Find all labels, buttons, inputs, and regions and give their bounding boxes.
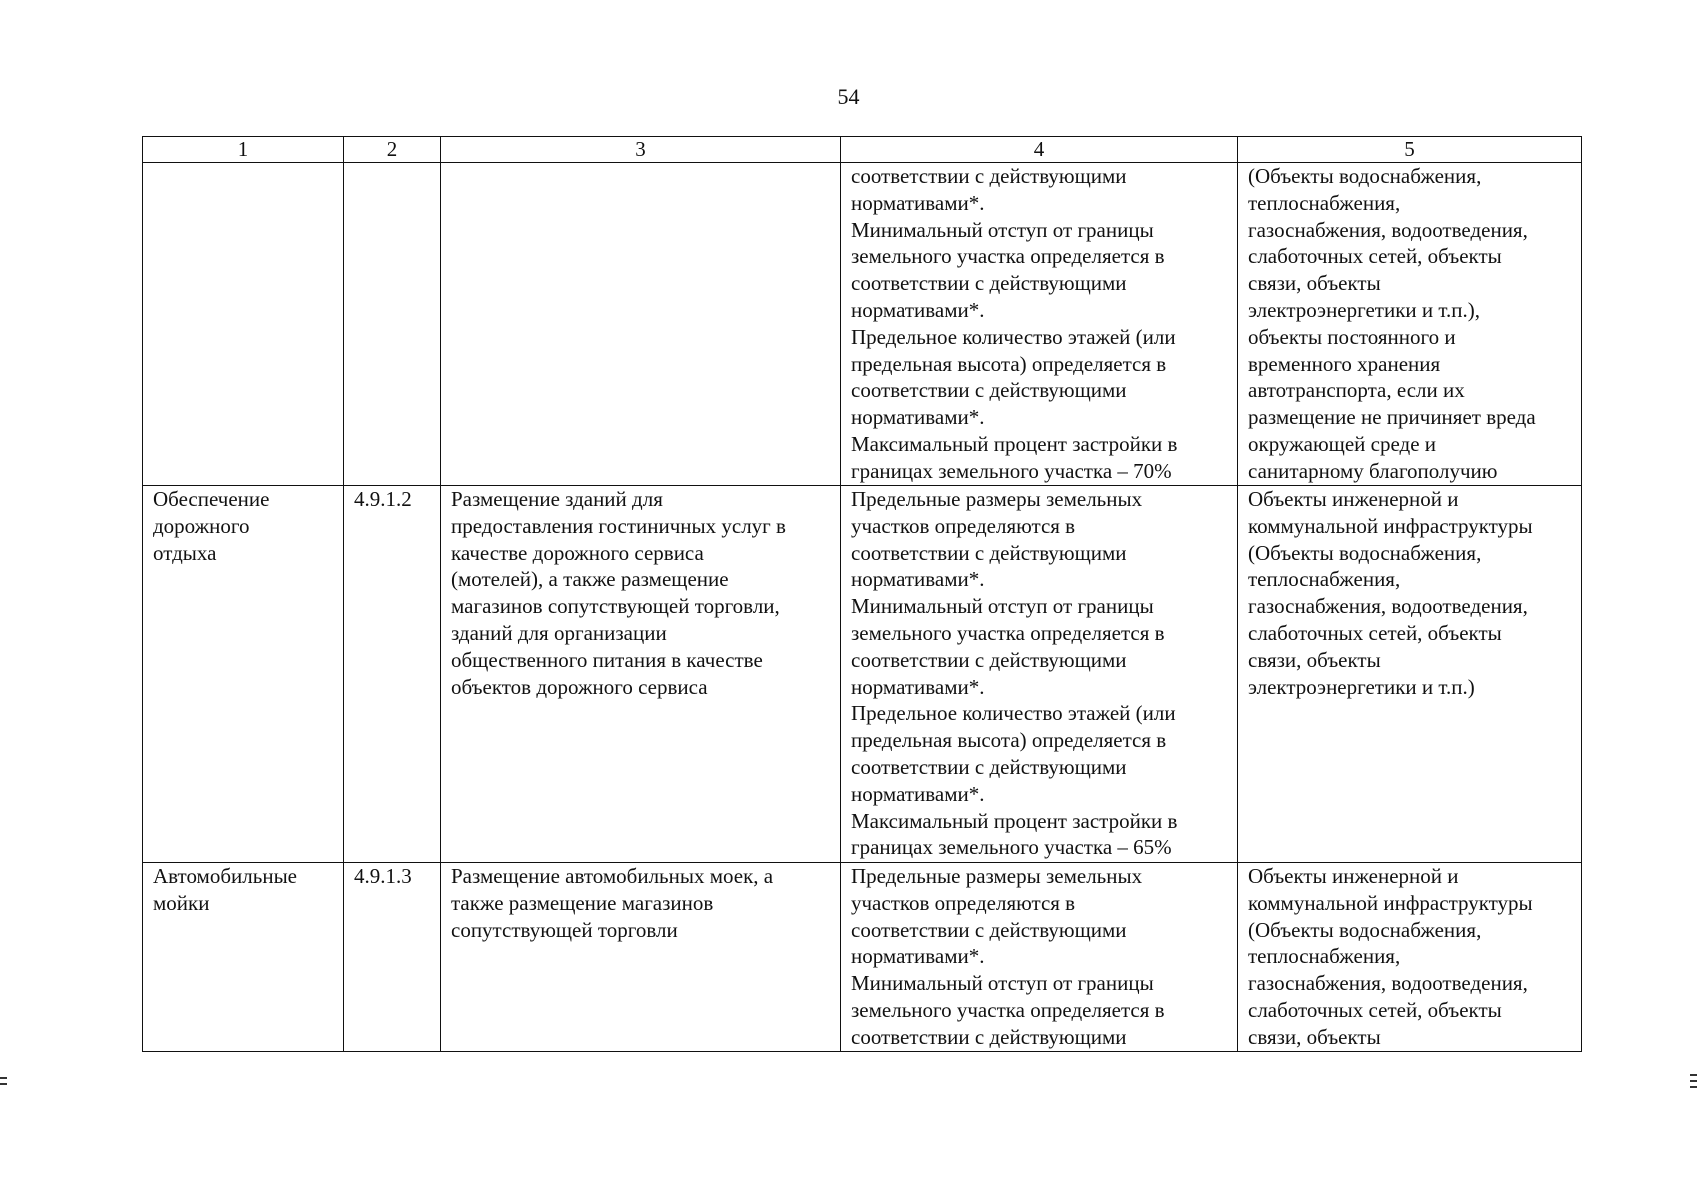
table-row-road-rest [143,486,1582,863]
cell-use-description [441,163,841,486]
page-number: 54 [837,84,860,109]
column-header-4: 4 [841,137,1238,163]
column-header-2: 2 [344,137,441,163]
cell-parameters: Предельные размеры земельных участков определяются в соответствии с действующими нормативами*. Минимальный отступ от границы земельного участка определяется в соответствии с действующими нормативами*. Предельное количество этажей (или предельная высота) определяется в соответствии с действующими нормативами*. Максимальный процент застройки в границах земельного участка – 65% [841,486,1238,863]
cell-use-name: Обеспечение дорожного отдыха [143,486,344,863]
right-margin-mark [1690,1086,1697,1088]
cell-use-code: 4.9.1.3 [344,863,441,1052]
table-row-continuation [143,163,1582,486]
zoning-table [142,136,1582,1052]
cell-use-name [143,163,344,486]
right-margin-mark [1690,1080,1697,1082]
cell-use-code: 4.9.1.2 [344,486,441,863]
header-row [143,137,1582,163]
cell-auxiliary-uses: Объекты инженерной и коммунальной инфраструктуры (Объекты водоснабжения, теплоснабжения, газоснабжения, водоотведения, слаботочных сетей, объекты связи, объекты [1238,863,1582,1052]
left-margin-mark [0,1083,7,1085]
left-margin-mark [0,1077,7,1079]
cell-parameters: соответствии с действующими нормативами*. Минимальный отступ от границы земельного участка определяется в соответствии с действующими нормативами*. Предельное количество этажей (или предельная высота) определяется в соответствии с действующими нормативами*. Максимальный процент застройки в границах земельного участка – 70% [841,163,1238,486]
cell-auxiliary-uses: (Объекты водоснабжения, теплоснабжения, газоснабжения, водоотведения, слаботочных сетей, объекты связи, объекты электроэнергетики и т.п.), объекты постоянного и временного хранения автотранспорта, если их размещение не причиняет вреда окружающей среде и санитарному благополучию [1238,163,1582,486]
cell-parameters: Предельные размеры земельных участков определяются в соответствии с действующими нормативами*. Минимальный отступ от границы земельного участка определяется в соответствии с действующими [841,863,1238,1052]
column-header-5: 5 [1238,137,1582,163]
column-header-3: 3 [441,137,841,163]
cell-auxiliary-uses: Объекты инженерной и коммунальной инфраструктуры (Объекты водоснабжения, теплоснабжения, газоснабжения, водоотведения, слаботочных сетей, объекты связи, объекты электроэнергетики и т.п.) [1238,486,1582,863]
cell-use-description: Размещение автомобильных моек, а также размещение магазинов сопутствующей торговли [441,863,841,1052]
table-row-car-wash [143,863,1582,1052]
cell-use-name: Автомобильные мойки [143,863,344,1052]
column-header-1: 1 [143,137,344,163]
cell-use-description: Размещение зданий для предоставления гостиничных услуг в качестве дорожного сервиса (мотелей), а также размещение магазинов сопутствующей торговли, зданий для организации общественного питания в качестве объектов дорожного сервиса [441,486,841,863]
right-margin-mark [1690,1074,1697,1076]
cell-use-code [344,163,441,486]
